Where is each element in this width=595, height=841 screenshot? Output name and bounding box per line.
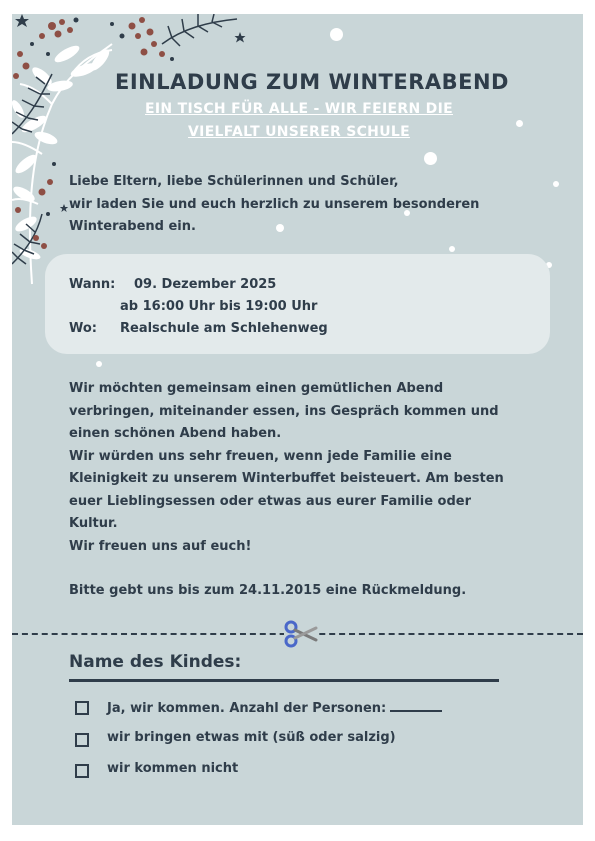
invitation-page <box>12 14 583 825</box>
body-line: Kleinigkeit zu unserem Winterbuffet beisteuert. Am besten <box>69 471 504 486</box>
checkbox[interactable] <box>75 733 89 747</box>
body-line: Wir freuen uns auf euch! <box>69 538 252 554</box>
invitation-body <box>69 378 529 558</box>
greeting-line: Liebe Eltern, liebe Schülerinnen und Schüler, <box>69 174 399 189</box>
body-line: euer Lieblingsessen oder etwas aus eurer Familie oder <box>69 493 471 509</box>
snowflake-icon <box>553 181 559 187</box>
body-line: Wir würden uns sehr freuen, wenn jede Familie eine <box>69 448 452 464</box>
snowflake-icon <box>449 246 455 252</box>
when-label: Wann: <box>69 277 116 292</box>
snowflake-icon <box>424 152 437 165</box>
body-line: Kultur. <box>69 516 118 531</box>
subtitle-line-1: EIN TISCH FÜR ALLE - WIR FEIERN DIE <box>145 101 453 117</box>
body-line: einen schönen Abend haben. <box>69 426 282 441</box>
checkbox[interactable] <box>75 701 89 715</box>
option-label: wir kommen nicht <box>107 761 239 776</box>
event-date: 09. Dezember 2025 <box>134 277 277 292</box>
subtitle-line-2: VIELFALT UNSERER SCHULE <box>188 124 410 140</box>
greeting-line: wir laden Sie und euch herzlich zu unserem besonderen <box>69 196 480 212</box>
event-location: Realschule am Schlehenweg <box>120 321 328 336</box>
scissors-icon <box>284 620 318 648</box>
page-title: EINLADUNG ZUM WINTERABEND <box>115 70 509 94</box>
body-line: verbringen, miteinander essen, ins Gespräch kommen und <box>69 403 499 419</box>
snowflake-icon <box>96 361 102 367</box>
option-label: wir bringen etwas mit (süß oder salzig) <box>107 730 396 745</box>
child-name-field[interactable] <box>69 679 499 682</box>
snowflake-icon <box>330 28 343 41</box>
event-time: ab 16:00 Uhr bis 19:00 Uhr <box>120 299 318 314</box>
option-label: Ja, wir kommen. Anzahl der Personen: <box>107 698 442 716</box>
child-name-label: Name des Kindes: <box>69 652 242 672</box>
body-line: Wir möchten gemeinsam einen gemütlichen Abend <box>69 381 444 396</box>
person-count-field[interactable] <box>390 698 442 712</box>
where-label: Wo: <box>69 321 98 336</box>
rsvp-request: Bitte gebt uns bis zum 24.11.2015 eine Rückmeldung. <box>69 583 467 598</box>
checkbox[interactable] <box>75 764 89 778</box>
greeting-line: Winterabend ein. <box>69 219 196 234</box>
greeting <box>69 171 529 239</box>
